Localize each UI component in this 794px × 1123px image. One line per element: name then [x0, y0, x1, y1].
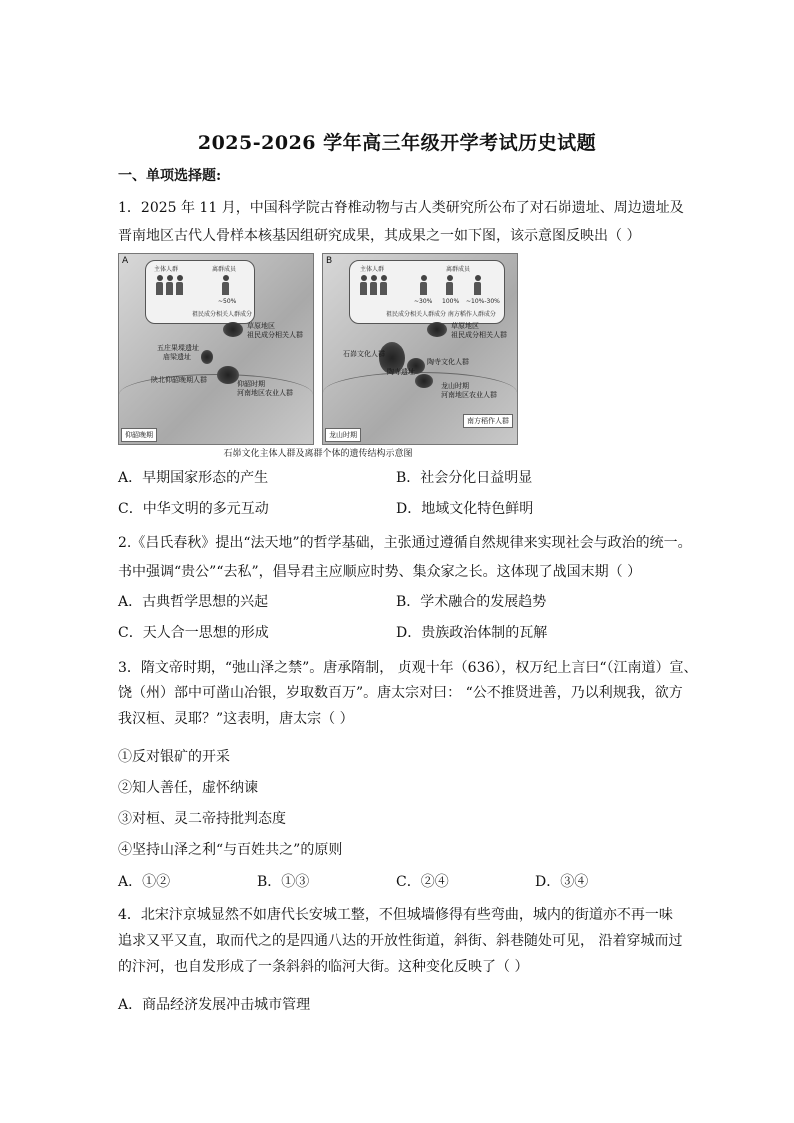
panel-b-bubble	[349, 260, 505, 324]
person-icon	[474, 275, 481, 295]
question-1-option-a[interactable]: A．早期国家形态的产生	[118, 470, 269, 486]
panel-a-tag: A	[122, 256, 129, 266]
population-blob	[217, 366, 239, 384]
population-blob	[415, 374, 433, 388]
map-label: 陶寺遗址	[387, 368, 415, 376]
question-3-statement-2: ②知人善任，虚怀纳谏	[118, 780, 258, 796]
panel-a-bubble-note: 祖民成分相关人群成分	[192, 311, 253, 318]
map-label: 祖民成分相关人群	[247, 331, 303, 339]
panel-b-period-label: 龙山时期	[325, 428, 361, 442]
question-2-option-b[interactable]: B．学术融合的发展趋势	[396, 594, 547, 610]
map-label: 龙山时期	[441, 382, 469, 390]
figure-panel-b	[322, 253, 518, 445]
section-heading: 一、单项选择题:	[118, 168, 222, 184]
map-label: 仰韶时期	[237, 380, 265, 388]
question-1-option-c[interactable]: C．中华文明的多元互动	[118, 501, 269, 517]
question-1-figure	[118, 253, 518, 461]
map-label: 草原地区	[247, 322, 275, 330]
question-3-text-line-3: 我汉桓、灵耶？”这表明，唐太宗（ ）	[118, 711, 354, 727]
panel-a-bubble-left-label: 主体人群	[154, 266, 179, 273]
question-4-text-line-3: 的汴河，也自发形成了一条斜斜的临河大街。这种变化反映了（ ）	[118, 959, 529, 975]
population-blob	[427, 322, 447, 337]
panel-b-bubble-note: 祖民成分相关人群成分 南方稻作人群成分	[386, 311, 496, 318]
question-2-option-c[interactable]: C．天人合一思想的形成	[118, 625, 269, 641]
question-3-option-c[interactable]: C．②④	[396, 874, 449, 890]
map-label: 五庄果墚遗址	[157, 344, 199, 352]
question-2-text-line-1: 2.《吕氏春秋》提出“法天地”的哲学基础，主张通过遵循自然规律来实现社会与政治的统一。	[118, 535, 692, 551]
question-1-text-line-1: 1．2025 年 11 月，中国科学院古脊椎动物与古人类研究所公布了对石峁遗址、周边遗址及	[118, 200, 684, 216]
panel-b-bubble-left-label: 主体人群	[360, 266, 385, 273]
question-4-text-line-2: 追求又平又直，取而代之的是四通八达的开放性街道，斜街、斜巷随处可见， 沿着穿城而过	[118, 933, 683, 949]
question-4-option-a[interactable]: A．商品经济发展冲击城市管理	[118, 997, 311, 1013]
question-3-statement-1: ①反对银矿的开采	[118, 749, 230, 765]
question-1-option-d[interactable]: D．地域文化特色鲜明	[396, 501, 534, 517]
panel-a-period-label: 仰韶晚期	[121, 428, 157, 442]
person-icon	[370, 275, 377, 295]
person-icon	[380, 275, 387, 295]
question-2-option-a[interactable]: A．古典哲学思想的兴起	[118, 594, 269, 610]
population-blob	[223, 322, 243, 337]
map-label: 庙梁遗址	[163, 353, 191, 361]
person-icon	[156, 275, 163, 295]
panel-a-bubble	[145, 260, 255, 324]
panel-b-tag: B	[326, 256, 333, 266]
map-label: 河南地区农业人群	[237, 389, 293, 397]
person-icon	[420, 275, 427, 295]
question-3-text-line-2: 饶（州）部中可凿山冶银，岁取数百万”。唐太宗对曰： “公不推贤进善，乃以利规我，欲方	[118, 685, 683, 701]
person-icon	[360, 275, 367, 295]
question-3-option-b[interactable]: B．①③	[257, 874, 310, 890]
figure-panel-a	[118, 253, 314, 445]
panel-a-bubble-percent: ~50%	[218, 298, 237, 305]
map-label: 陕北仰韶晚期人群	[151, 376, 207, 384]
population-blob	[201, 350, 213, 364]
exam-title: 2025-2026 学年高三年级开学考试历史试题	[197, 132, 597, 154]
person-icon	[166, 275, 173, 295]
question-3-option-a[interactable]: A．①②	[118, 874, 171, 890]
question-4-text-line-1: 4．北宋汴京城显然不如唐代长安城工整，不但城墙修得有些弯曲，城内的街道亦不再一味	[118, 907, 673, 923]
map-label: 河南地区农业人群	[441, 391, 497, 399]
person-icon	[222, 275, 229, 295]
map-label-south: 南方稻作人群	[463, 414, 513, 428]
question-3-text-line-1: 3．隋文帝时期，“弛山泽之禁”。唐承隋制， 贞观十年（636），权万纪上言曰“（江南道）宣、	[118, 660, 698, 676]
figure-caption: 石峁文化主体人群及离群个体的遗传结构示意图	[223, 449, 413, 459]
map-label: 陶寺文化人群	[427, 358, 469, 366]
question-1-text-line-2: 晋南地区古代人骨样本核基因组研究成果，其成果之一如下图，该示意图反映出（ ）	[118, 228, 641, 244]
map-label: 祖民成分相关人群	[451, 331, 507, 339]
panel-b-bubble-percent: ~30%	[414, 298, 433, 305]
question-3-statement-4: ④坚持山泽之利“与百姓共之”的原则	[118, 842, 343, 858]
person-icon	[446, 275, 453, 295]
question-3-option-d[interactable]: D．③④	[535, 874, 589, 890]
panel-b-bubble-right-label: 离群成员	[446, 266, 471, 273]
question-1-option-b[interactable]: B．社会分化日益明显	[396, 470, 533, 486]
question-2-option-d[interactable]: D．贵族政治体制的瓦解	[396, 625, 548, 641]
map-label: 石峁文化人群	[343, 350, 385, 358]
panel-b-bubble-percent: 100%	[442, 298, 460, 305]
panel-a-bubble-right-label: 离群成员	[212, 266, 237, 273]
panel-b-bubble-percent: ~10%-30%	[466, 298, 500, 305]
question-2-text-line-2: 书中强调“贵公”“去私”，倡导君主应顺应时势、集众家之长。这体现了战国末期（ ）	[118, 564, 642, 580]
person-icon	[176, 275, 183, 295]
map-label: 草原地区	[451, 322, 479, 330]
question-3-statement-3: ③对桓、灵二帝持批判态度	[118, 811, 286, 827]
